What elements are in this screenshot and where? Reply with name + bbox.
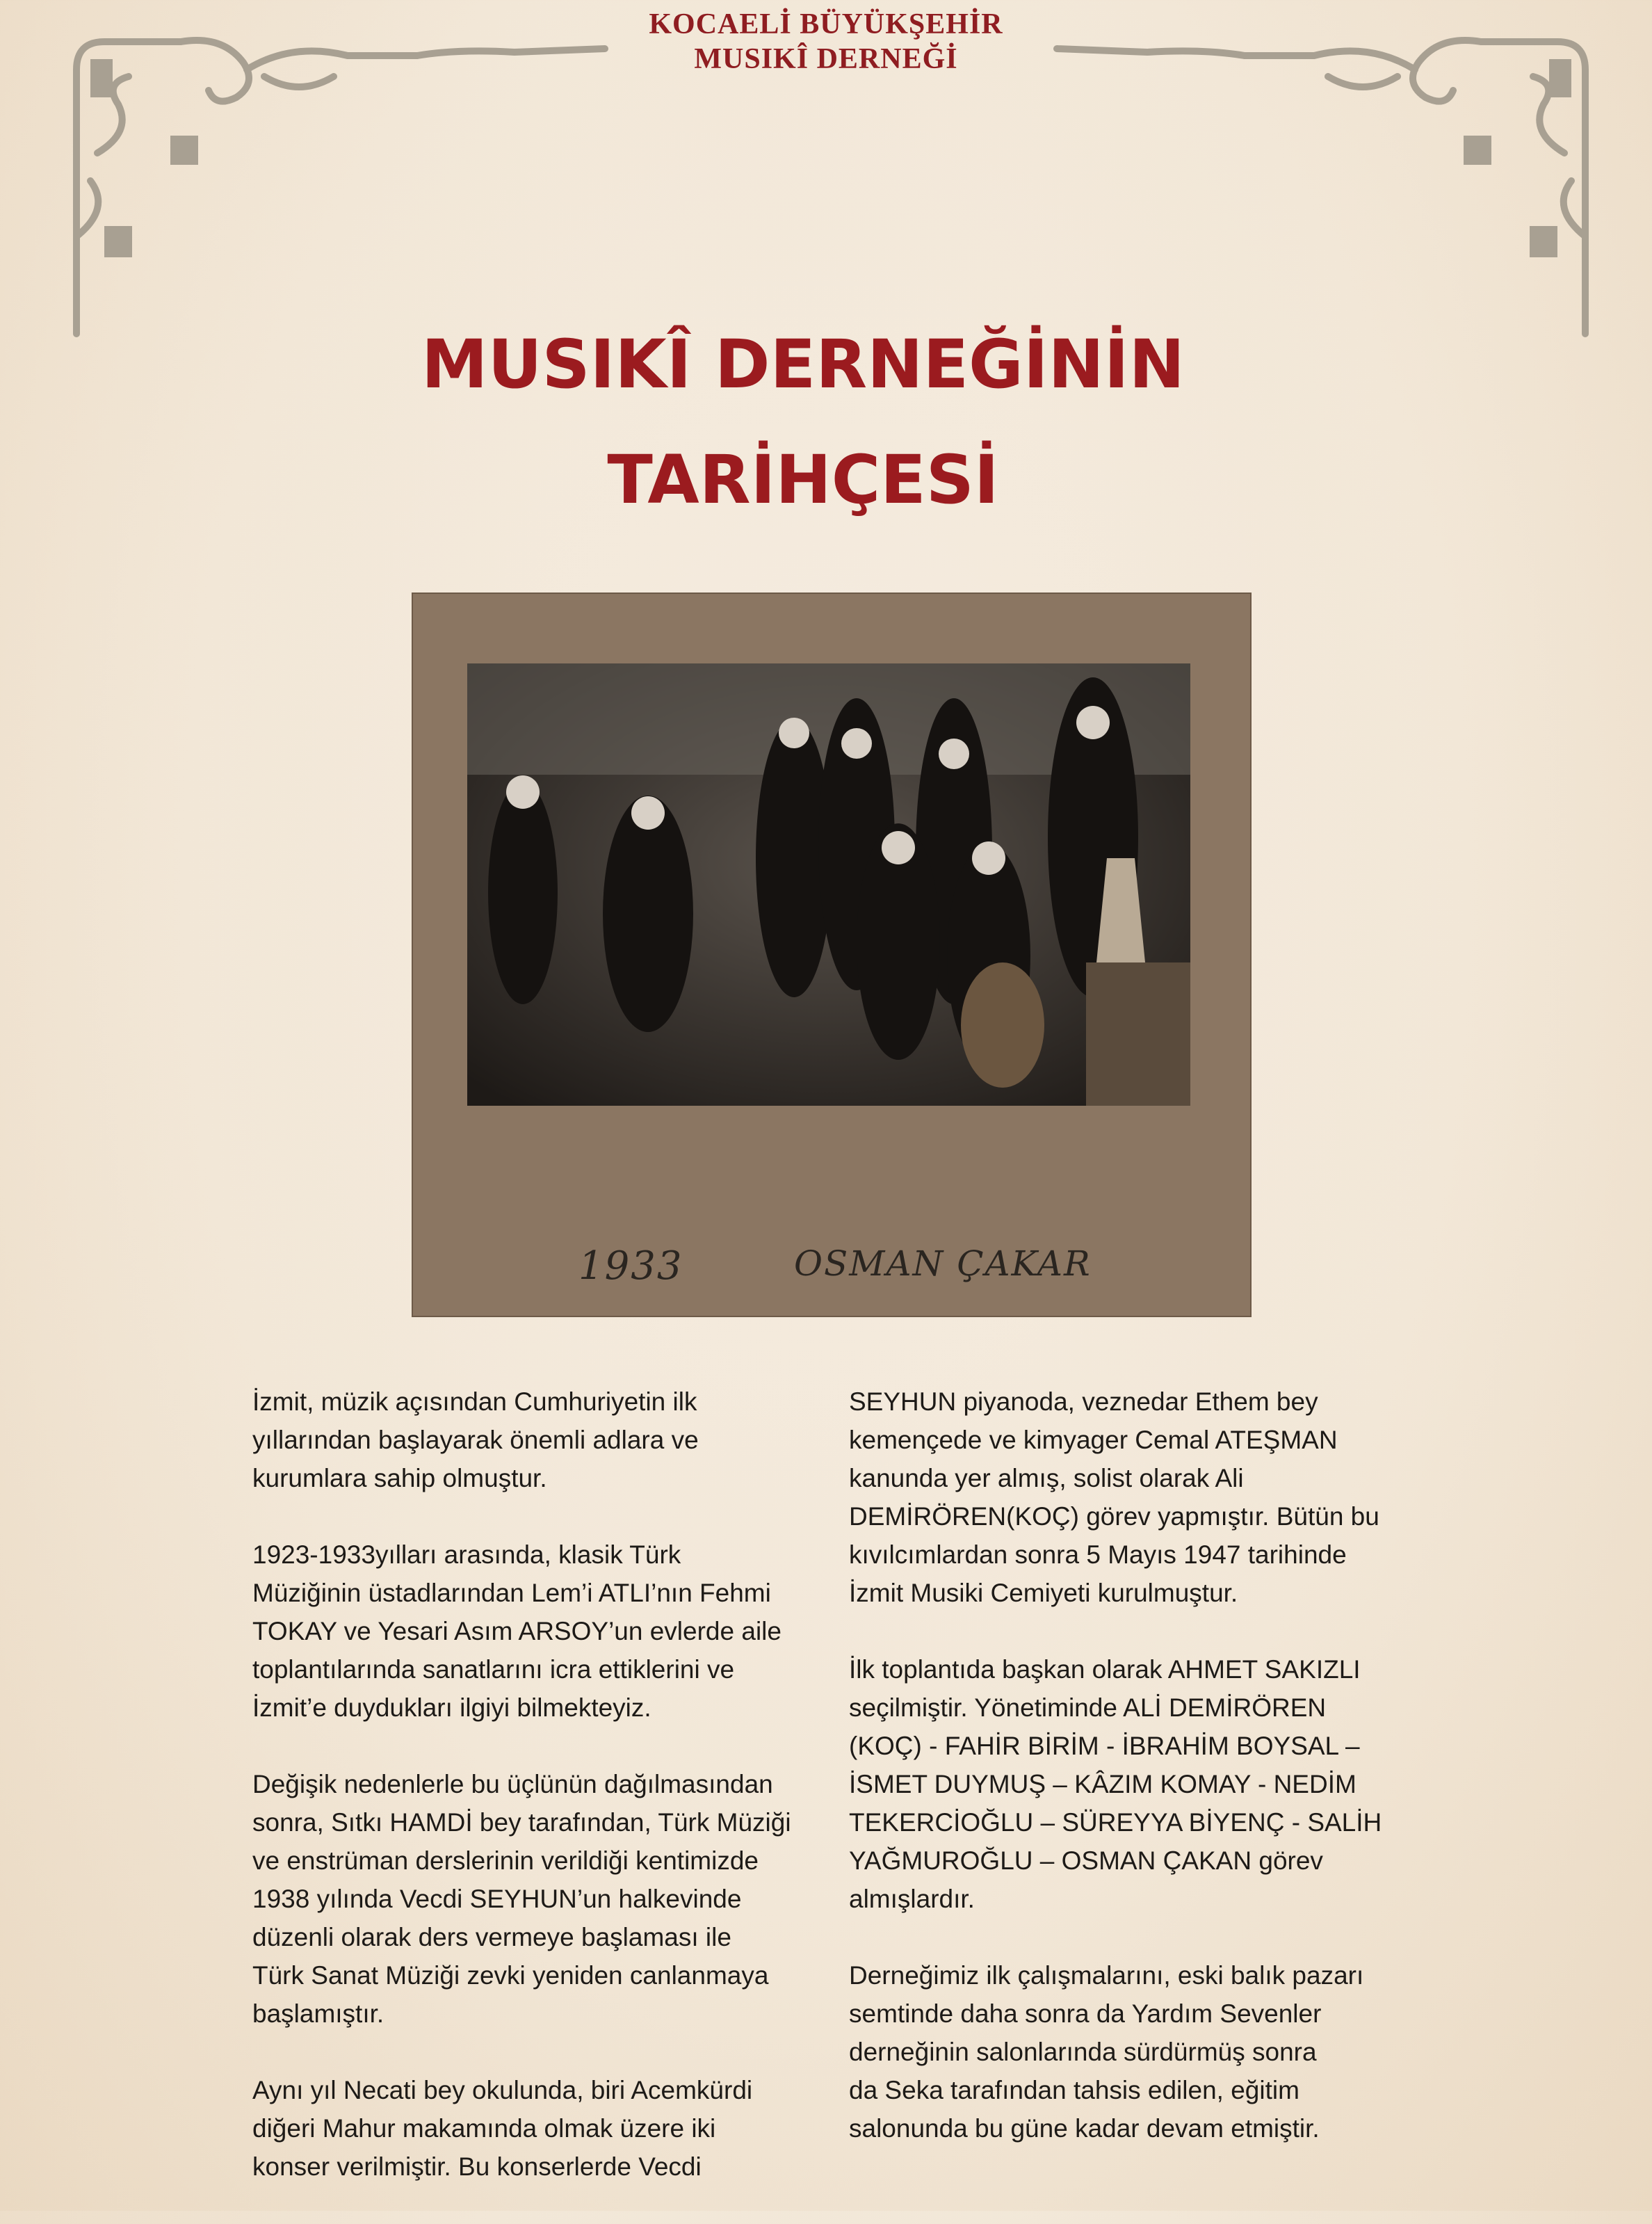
corner-ornament-left-icon (70, 28, 612, 348)
photo-image (467, 663, 1190, 1106)
page-title-line1: MUSIKÎ DERNEĞİNİN (421, 325, 1185, 403)
paragraph: 1923-1933yılları arasında, klasik Türk Müziğinin üstadlarından Lem’i ATLI’nın Fehmi TOKAY ve Yesari Asım ARSOY’un evlerde aile toplantılarında sanatlarını icra ettiklerini ve İzmit’e duydukları ilgiyi bilmekteyiz. (252, 1540, 782, 1722)
right-column (849, 1383, 1405, 2186)
page-title (0, 323, 1606, 406)
page-title-second (0, 438, 1606, 522)
association-name-line2: MUSIKÎ DERNEĞİ (694, 43, 958, 75)
paragraph: SEYHUN piyanoda, veznedar Ethem bey kemençede ve kimyager Cemal ATEŞMAN kanunda yer almış, solist olarak Ali DEMİRÖREN(KOÇ) görev yapmıştır. Bütün bu kıvılcımlardan sonra 5 Mayıs 1947 tarihinde İzmit Musiki Cemiyeti kurulmuştur. (849, 1387, 1379, 1607)
page-title-line2: TARİHÇESİ (607, 441, 999, 519)
corner-ornament-right-icon (1050, 28, 1592, 348)
paragraph: Derneğimiz ilk çalışmalarını, eski balık pazarı semtinde daha sonra da Yardım Sevenler derneğinin salonlarında sürdürmüş sonra da Seka tarafından tahsis edilen, eğitim salonunda bu güne kadar devam etmiştir. (849, 1961, 1364, 2143)
association-name-line1: KOCAELİ BÜYÜKŞEHİR (649, 8, 1003, 40)
historical-photo (412, 593, 1252, 1317)
paragraph: Aynı yıl Necati bey okulunda, biri Acemkürdi diğeri Mahur makamında olmak üzere iki konser verilmiştir. Bu konserlerde Vecdi (252, 2076, 753, 2181)
paragraph: İlk toplantıda başkan olarak AHMET SAKIZLI seçilmiştir. Yönetiminde ALİ DEMİRÖREN (KOÇ) - FAHİR BİRİM - İBRAHİM BOYSAL – İSMET DUYMUŞ – KÂZIM KOMAY - NEDİM TEKERCİOĞLU – SÜREYYA BİYENÇ - SALİH YAĞMUROĞLU – OSMAN ÇAKAN görev almışlardır. (849, 1655, 1382, 1913)
paragraph: Değişik nedenlerle bu üçlünün dağılmasından sonra, Sıtkı HAMDİ bey tarafından, Türk Müziği ve enstrüman derslerinin verildiği kentimizde 1938 yılında Vecdi SEYHUN’un halkevinde düzenli olarak ders vermeye başlaması ile Türk Sanat Müziği zevki yeniden canlanmaya başlamıştır. (252, 1770, 791, 2028)
photo-caption-name: OSMAN ÇAKAR (794, 1243, 1092, 1284)
photo-caption-year: 1933 (578, 1243, 683, 1289)
left-column (252, 1383, 809, 2224)
paragraph: İzmit, müzik açısından Cumhuriyetin ilk yıllarından başlayarak önemli adlara ve kurumlara sahip olmuştur. (252, 1387, 699, 1492)
